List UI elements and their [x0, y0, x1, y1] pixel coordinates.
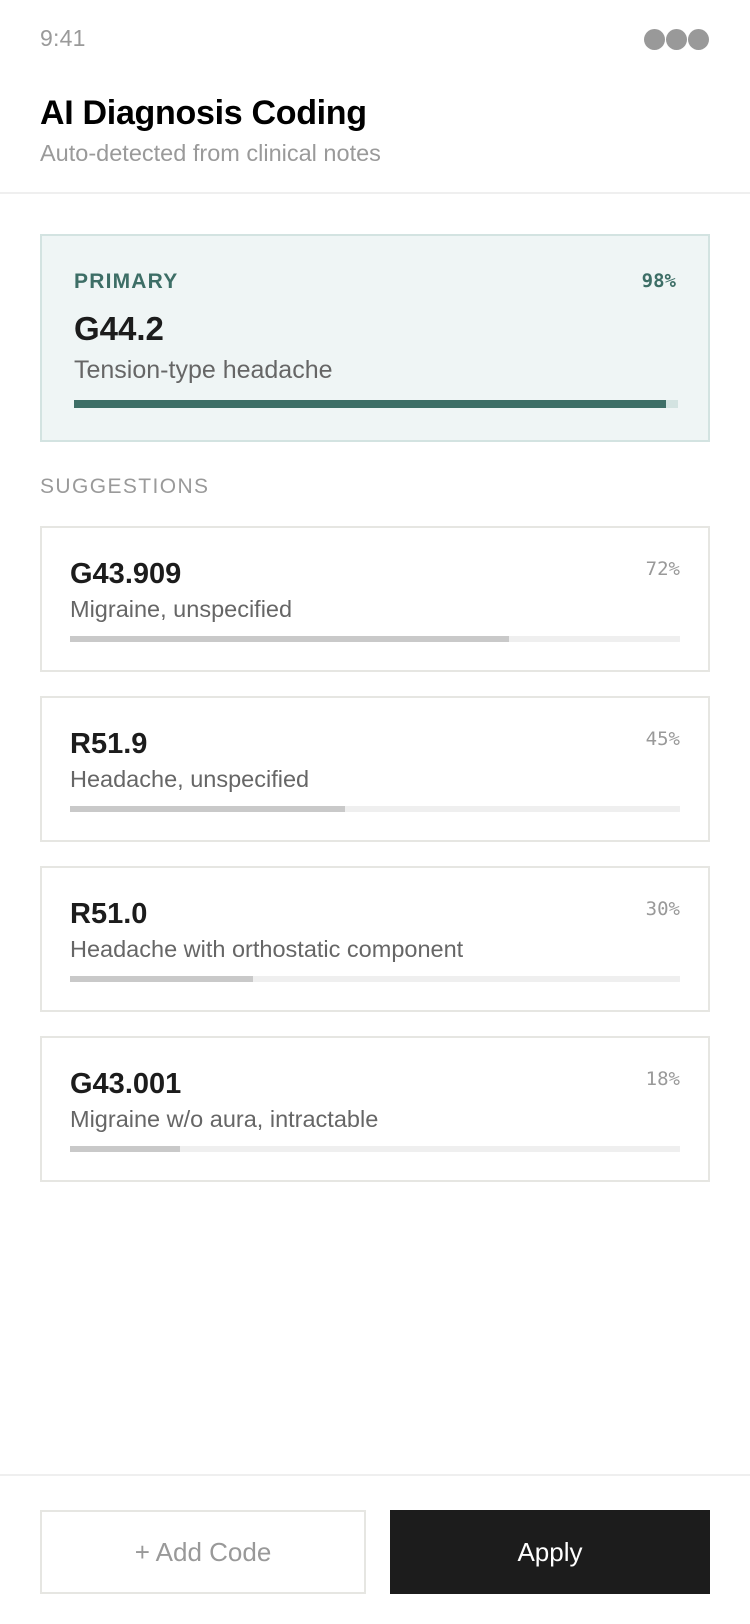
- confidence-bar: [70, 636, 680, 642]
- confidence-percent: 72%: [645, 558, 680, 580]
- dot: [688, 29, 709, 50]
- suggestion-card[interactable]: [40, 696, 710, 842]
- dot: [666, 29, 687, 50]
- primary-diagnosis-card[interactable]: [40, 234, 710, 442]
- status-time: 9:41: [40, 25, 86, 51]
- header: [0, 80, 750, 194]
- confidence-percent: 98%: [641, 270, 676, 292]
- diagnosis-code: R51.9: [70, 728, 148, 760]
- page-title: AI Diagnosis Coding: [40, 94, 367, 132]
- confidence-percent: 18%: [645, 1068, 680, 1090]
- apply-button[interactable]: Apply: [390, 1510, 710, 1594]
- more-dots-icon[interactable]: [644, 29, 709, 50]
- suggestions-heading: SUGGESTIONS: [40, 475, 210, 498]
- confidence-percent: 30%: [645, 898, 680, 920]
- page-subtitle: Auto-detected from clinical notes: [40, 140, 381, 166]
- diagnosis-description: Headache with orthostatic component: [70, 936, 464, 962]
- confidence-bar-fill: [70, 636, 509, 642]
- confidence-bar-fill: [70, 1146, 180, 1152]
- confidence-bar-fill: [70, 806, 345, 812]
- confidence-percent: 45%: [645, 728, 680, 750]
- primary-label: PRIMARY: [74, 270, 179, 293]
- dot: [644, 29, 665, 50]
- confidence-bar: [70, 1146, 680, 1152]
- confidence-bar: [70, 806, 680, 812]
- diagnosis-code: R51.0: [70, 898, 148, 930]
- confidence-bar-fill: [74, 400, 666, 408]
- status-bar: [0, 0, 750, 80]
- diagnosis-description: Migraine w/o aura, intractable: [70, 1106, 379, 1132]
- suggestion-card[interactable]: [40, 526, 710, 672]
- confidence-bar-fill: [70, 976, 253, 982]
- diagnosis-description: Headache, unspecified: [70, 766, 310, 792]
- add-code-button[interactable]: + Add Code: [40, 1510, 366, 1594]
- footer-actions: [0, 1474, 750, 1624]
- suggestion-card[interactable]: [40, 1036, 710, 1182]
- confidence-bar: [74, 400, 678, 408]
- diagnosis-description: Migraine, unspecified: [70, 596, 293, 622]
- diagnosis-code: G43.909: [70, 558, 182, 590]
- suggestions-list: [40, 526, 710, 1206]
- diagnosis-code: G43.001: [70, 1068, 182, 1100]
- diagnosis-description: Tension-type headache: [74, 356, 333, 384]
- suggestion-card[interactable]: [40, 866, 710, 1012]
- diagnosis-code: G44.2: [74, 310, 164, 347]
- confidence-bar: [70, 976, 680, 982]
